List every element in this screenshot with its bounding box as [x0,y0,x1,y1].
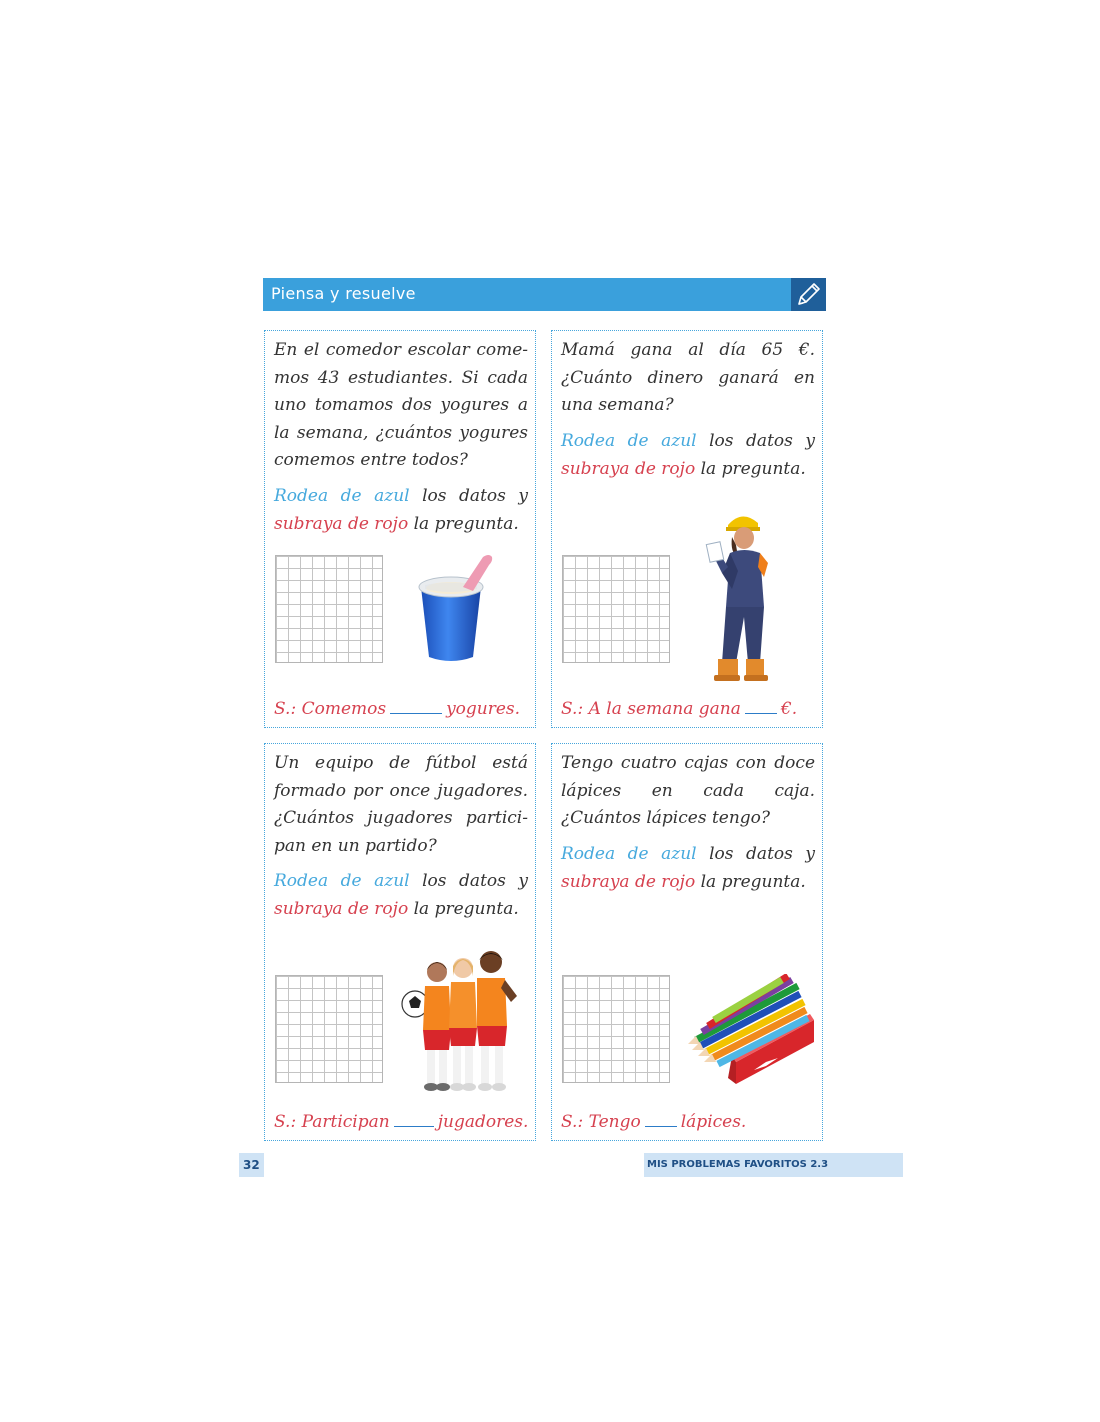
answer-blank[interactable] [390,713,442,714]
worker-woman-image [702,507,784,687]
instruction-mid: los datos y [696,844,815,864]
instruction-end: la pregunta. [695,871,806,892]
problem-text: Mamá gana al día 65 €. ¿Cuánto dinero ganará en una semana? [561,340,815,415]
answer-line [561,699,815,719]
problem-text: En el comedor escolar come-mos 43 estudiantes. Si cada uno tomamos dos yogures a la semana, ¿cuántos yogures comemos entre todos? [274,340,528,470]
calculation-grid[interactable] [275,555,383,663]
instruction-text [561,428,815,483]
page-number: 32 [243,1158,260,1172]
answer-prefix: S.: Participan [274,1112,390,1132]
answer-prefix: S.: Tengo [561,1112,641,1132]
calculation-grid[interactable] [562,975,670,1083]
section-title: Piensa y resuelve [271,284,416,303]
problem-card-2 [551,330,823,728]
instruction-mid: los datos y [409,871,528,891]
book-title: MIS PROBLEMAS FAVORITOS 2.3 [647,1159,829,1170]
instruction-text [561,841,815,896]
answer-prefix: S.: Comemos [274,699,387,719]
instruction-blue: Rodea de azul [561,844,697,864]
instruction-red: subraya de rojo [274,513,409,534]
instruction-text [274,483,528,538]
instruction-mid: los datos y [409,486,528,506]
problem-text: Tengo cuatro cajas con doce lápices en cada caja. ¿Cuántos lápices tengo? [561,753,815,828]
problem-card-3 [264,743,536,1141]
instruction-blue: Rodea de azul [274,486,410,506]
instruction-red: subraya de rojo [274,898,409,919]
answer-line [274,1112,528,1132]
instruction-mid: los datos y [696,431,815,451]
answer-line [561,1112,815,1132]
colored-pencils-box-image [682,974,816,1090]
children-soccer-team-image [401,946,519,1100]
instruction-end: la pregunta. [408,513,519,534]
instruction-blue: Rodea de azul [274,871,410,891]
answer-blank[interactable] [645,1126,677,1127]
pencil-icon [791,278,826,311]
problem-card-1 [264,330,536,728]
instruction-end: la pregunta. [695,458,806,479]
calculation-grid[interactable] [275,975,383,1083]
answer-line [274,699,528,719]
book-title-tab [644,1153,903,1177]
instruction-text [274,868,528,923]
instruction-red: subraya de rojo [561,458,696,479]
problem-card-4 [551,743,823,1141]
answer-suffix: lápices. [680,1112,747,1132]
answer-prefix: S.: A la semana gana [561,699,741,719]
answer-blank[interactable] [745,713,777,714]
section-header [263,278,826,311]
instruction-blue: Rodea de azul [561,431,697,451]
problem-text: Un equipo de fútbol está formado por once jugadores. ¿Cuántos jugadores partici-pan en un partido? [274,753,528,856]
answer-suffix: jugadores. [437,1112,529,1132]
answer-suffix: yogures. [446,699,521,719]
answer-suffix: €. [780,699,798,719]
page-number-tab [239,1153,264,1177]
instruction-red: subraya de rojo [561,871,696,892]
calculation-grid[interactable] [562,555,670,663]
yogurt-cup-image [415,553,495,669]
answer-blank[interactable] [394,1126,434,1127]
instruction-end: la pregunta. [408,898,519,919]
